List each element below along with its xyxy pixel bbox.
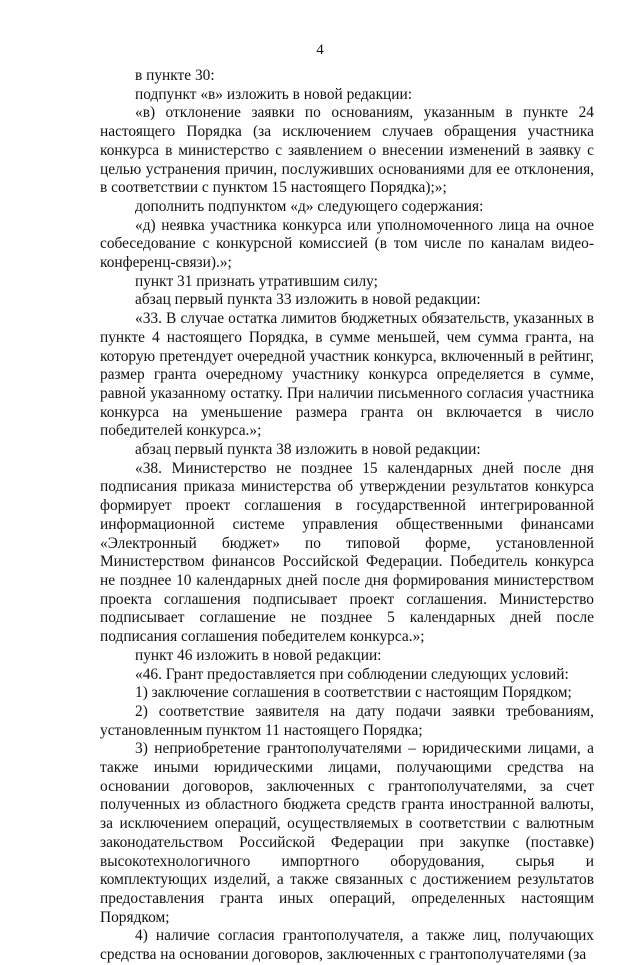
paragraph: абзац первый пункта 33 изложить в новой редакции: — [135, 291, 481, 309]
paragraph: «в) отклонение заявки по основаниям, указанным в пункте 24 настоящего Порядка (за исключением случаев обращения участника конкурса в министерство с заявлением о внесении изменений в заявку с целью устранения причин, послуживших основаниями для ее отклонения, в соответствии с пунктом 15 настоящего Порядка);»; — [100, 104, 594, 197]
paragraph: дополнить подпунктом «д» следующего содержания: — [135, 197, 484, 215]
paragraph: 3) неприобретение грантополучателями – юридическими лицами, а также иными юридическими лицами, получающими средства на основании договоров, заключенных с грантополучателями, за счет полученных из областного бюджета средств гранта иностранной валюты, за исключением операций, осуществляемых в соответствии с валютным законодательством Российской Федерации при закупке (поставке) высокотехнологичного импортного оборудования, сырья и комплектующих изделий, а также связанных с достижением результатов предоставления гранта иных операций, определенных настоящим Порядком; — [100, 740, 594, 926]
paragraph: «38. Министерство не позднее 15 календарных дней после дня подписания приказа министерства об утверждении результатов конкурса формирует проект соглашения в государственной интегрированной информационной системе управления общественными финансами «Электронный бюджет» по типовой форме, установленной Министерством финансов Российской Федерации. Победитель конкурса не позднее 10 календарных дней после дня формирования министерством проекта соглашения подписывает проект соглашения. Министерство подписывает соглашение не позднее 5 календарных дней после подписания соглашения победителем конкурса.»; — [100, 459, 594, 646]
paragraph: пункт 31 признать утратившим силу; — [135, 272, 378, 290]
document-body — [100, 67, 594, 965]
page-number: 4 — [316, 42, 324, 58]
paragraph: в пункте 30: — [135, 67, 215, 84]
paragraph: абзац первый пункта 38 изложить в новой редакции: — [135, 441, 481, 459]
paragraph: «д) неявка участника конкурса или уполномоченного лица на очное собеседование с конкурсной комиссией (в том числе по каналам видео-конференц-связи).»; — [100, 216, 594, 272]
paragraph: подпункт «в» изложить в новой редакции: — [135, 85, 413, 103]
paragraph: 1) заключение соглашения в соответствии с настоящим Порядком; — [135, 684, 572, 702]
paragraph: 2) соответствие заявителя на дату подачи заявки требованиям, установленным пунктом 11 настоящего Порядка; — [100, 702, 594, 739]
paragraph: «33. В случае остатка лимитов бюджетных обязательств, указанных в пункте 4 настоящего Порядка, в сумме меньшей, чем сумма гранта, на которую претендует очередной участник конкурса, включенный в рейтинг, размер гранта очередному участнику конкурса определяется в сумме, равной указанному остатку. При наличии письменного согласия участника конкурса на уменьшение размера гранта он включается в число победителей конкурса.»; — [100, 310, 594, 440]
paragraph: пункт 46 изложить в новой редакции: — [135, 646, 382, 664]
paragraph: 4) наличие согласия грантополучателя, а также лиц, получающих средства на основании договоров, заключенных с грантополучателями (за — [100, 927, 594, 964]
paragraph: «46. Грант предоставляется при соблюдении следующих условий: — [135, 665, 569, 683]
